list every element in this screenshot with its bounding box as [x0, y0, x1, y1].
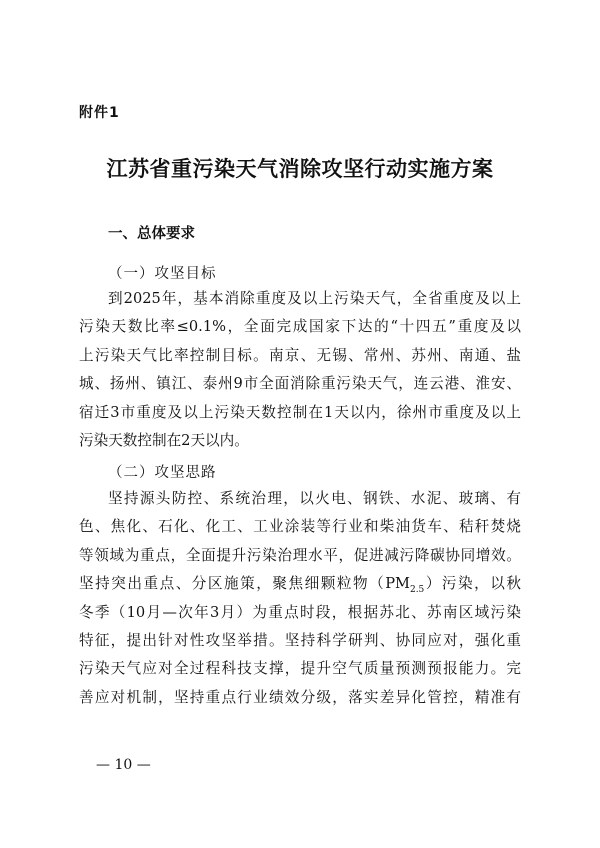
pm-line-after: ）污染，以秋 — [424, 575, 521, 593]
pm-line-before: 坚持突出重点、分区施策，聚焦细颗粒物（PM — [79, 575, 410, 593]
text-line: 冬季（10月—次年3月）为重点时段，根据苏北、苏南区域污染 — [79, 603, 521, 621]
pm-subscript: 2.5 — [409, 585, 425, 596]
text-line: 城、扬州、镇江、泰州9市全面消除重污染天气，连云港、淮安、 — [79, 375, 521, 393]
text-line: 宿迁3市重度及以上污染天数控制在1天以内，徐州市重度及以上 — [79, 403, 521, 421]
text-line: 特征，提出针对性攻坚举措。坚持科学研判、协同应对，强化重 — [79, 632, 521, 650]
text-line: 坚持源头防控、系统治理，以火电、钢铁、水泥、玻璃、有 — [108, 490, 521, 507]
text-line: 污染天数控制在2天以内。 — [79, 432, 249, 450]
text-line: 污染天数比率≤0.1%，全面完成国家下达的“十四五”重度及以 — [79, 318, 521, 336]
paragraph-approach — [79, 485, 521, 712]
text-line: 上污染天气比率控制目标。南京、无锡、常州、苏州、南通、盐 — [79, 346, 521, 364]
text-line: 污染天气应对全过程科技支撑，提升空气质量预测预报能力。完 — [79, 660, 521, 678]
text-line-pm25 — [79, 570, 521, 598]
text-line: 等领域为重点，全面提升污染治理水平，促进减污降碳协同增效。 — [79, 546, 521, 564]
subsection-heading-approach: （二）攻坚思路 — [108, 465, 217, 481]
document-title: 江苏省重污染天气消除攻坚行动实施方案 — [106, 156, 494, 181]
paragraph-goal — [79, 285, 521, 455]
text-line: 善应对机制，坚持重点行业绩效分级，落实差异化管控，精准有 — [79, 688, 521, 706]
attachment-label: 附件1 — [79, 105, 120, 121]
subsection-heading-goal: （一）攻坚目标 — [108, 266, 217, 282]
text-line: 色、焦化、石化、化工、工业涂装等行业和柴油货车、秸秆焚烧 — [79, 518, 521, 536]
section-heading-1: 一、总体要求 — [108, 226, 195, 242]
page-number: — 10 — — [96, 757, 151, 773]
text-line: 到2025年，基本消除重度及以上污染天气，全省重度及以上 — [108, 290, 521, 307]
